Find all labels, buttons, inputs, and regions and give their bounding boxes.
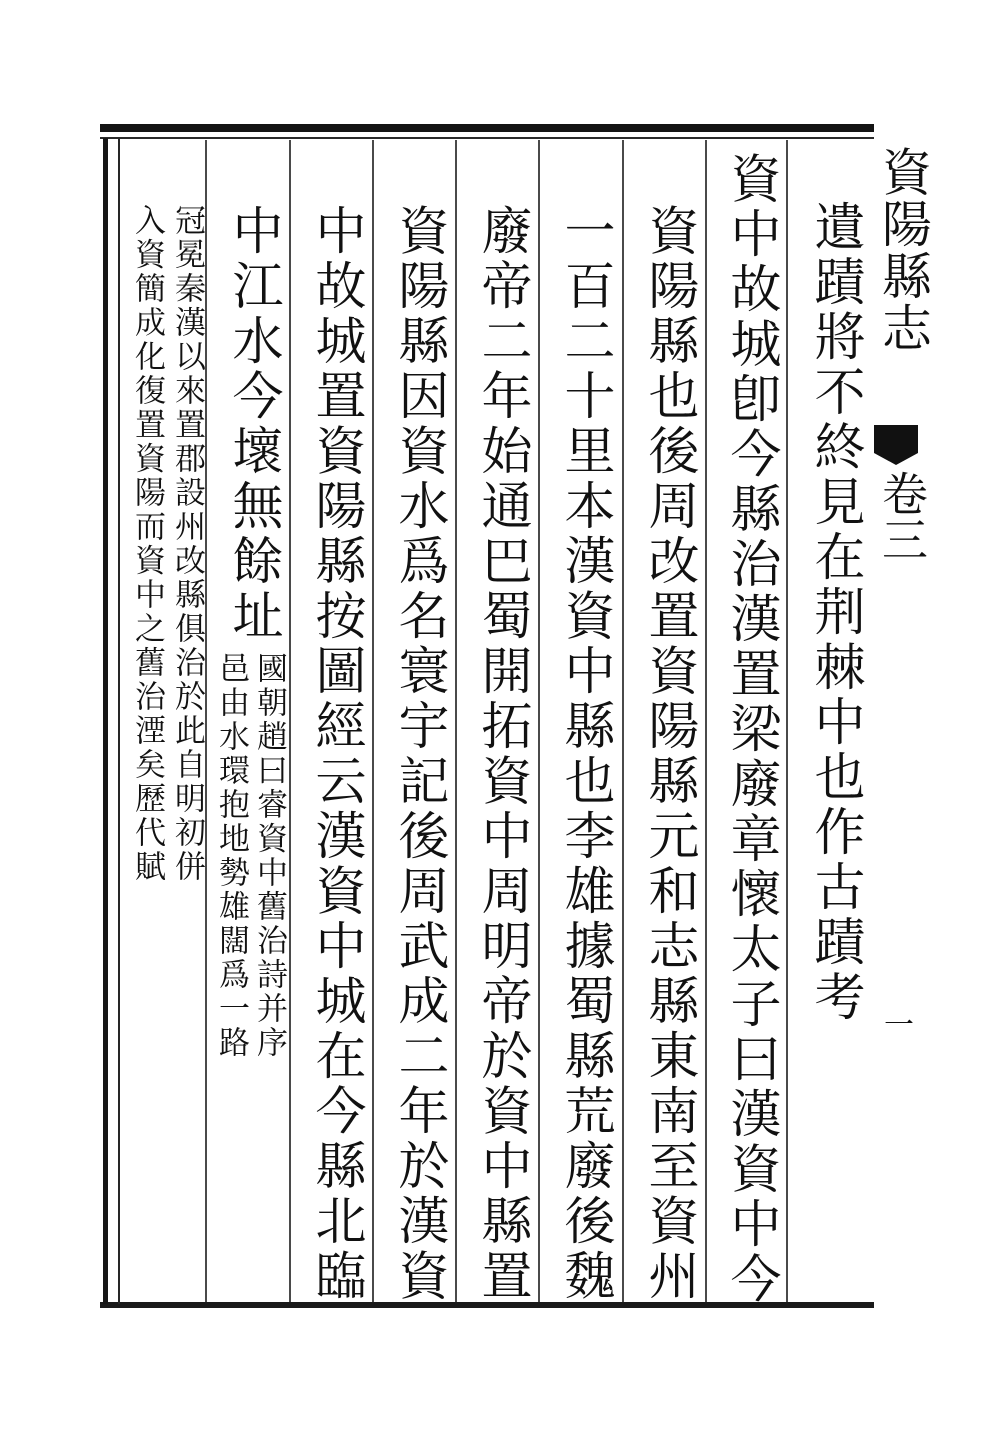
fishtail-mark (874, 425, 918, 465)
commentary-column-8-right: 國朝趙曰睿資中舊治詩并序 (251, 652, 287, 1060)
text-column-4: 一百二十里本漢資中縣也李雄據蜀縣荒廢後魏 (555, 204, 614, 1304)
text-column-8: 中江水今壞無餘址 (223, 204, 282, 644)
text-column-7: 中故城置資陽縣按圖經云漢資中城在今縣北臨 (306, 204, 365, 1304)
top-inner-rule (100, 137, 874, 139)
text-column-6: 資陽縣因資水爲名寰宇記後周武成二年於漢資 (389, 204, 448, 1304)
column-divider (372, 140, 374, 1302)
commentary-column-8-left: 邑由水環抱地勢雄闊爲一路 (213, 652, 249, 1060)
commentary-column-10: 入資簡成化復置資陽而資中之舊治湮矣歷代賦 (129, 204, 165, 884)
column-divider (622, 140, 624, 1302)
book-title: 資陽縣志 (874, 146, 932, 354)
column-divider (538, 140, 540, 1302)
column-divider (289, 140, 291, 1302)
commentary-column-9: 冠冕秦漢以來置郡設州改縣俱治於此自明初併 (169, 204, 205, 884)
text-column-2: 資中故城卽今縣治漢置梁廢章懷太子曰漢資中今 (721, 152, 780, 1307)
text-column-3: 資陽縣也後周改置資陽縣元和志縣東南至資州 (639, 204, 698, 1304)
column-divider (455, 140, 457, 1302)
text-column-1: 遺蹟將不終見在荆棘中也作古蹟考 (805, 200, 864, 1025)
text-column-5: 廢帝二年始通巴蜀開拓資中周明帝於資中縣置 (472, 204, 531, 1304)
volume-label: 卷三 (875, 470, 929, 562)
page-number: 一 (884, 1008, 914, 1043)
column-divider (786, 140, 788, 1302)
column-divider (705, 140, 707, 1302)
left-border-rule (103, 138, 108, 1304)
column-divider (205, 140, 207, 1302)
top-border-rule (100, 124, 874, 132)
left-inner-rule (118, 138, 120, 1304)
